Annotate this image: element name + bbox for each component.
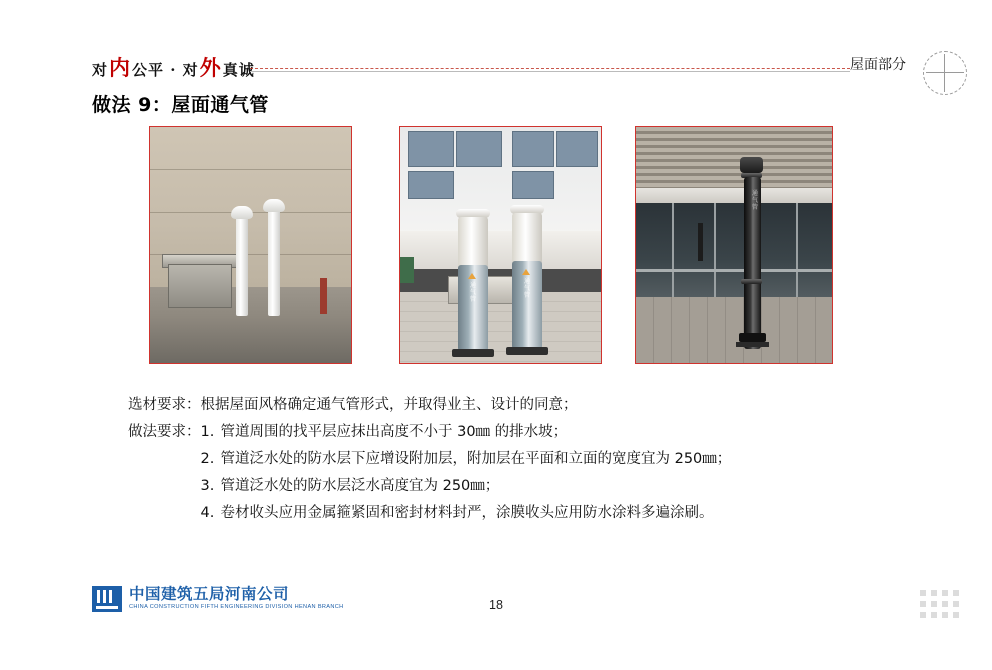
header-divider-dashed bbox=[250, 68, 850, 69]
page-title: 做法 9：屋面通气管 bbox=[92, 94, 269, 116]
decorative-squares bbox=[920, 590, 970, 618]
page-number: 18 bbox=[489, 598, 503, 612]
photo-vent-pipe-black-terrace: 通 气 管 bbox=[635, 126, 833, 364]
photo-gallery bbox=[149, 126, 849, 364]
requirements-block bbox=[128, 392, 908, 527]
list-item bbox=[201, 446, 732, 473]
slogan-part-3: 公平 · 对 bbox=[132, 61, 199, 79]
slogan-part-4: 外 bbox=[199, 55, 222, 80]
slogan-part-1: 对 bbox=[92, 61, 109, 79]
slide-header bbox=[0, 46, 992, 90]
list-item bbox=[201, 500, 732, 527]
list-item bbox=[201, 419, 732, 446]
company-name-en: CHINA CONSTRUCTION FIFTH ENGINEERING DIVISION HENAN BRANCH bbox=[129, 604, 344, 610]
list-item-number: 1. bbox=[200, 424, 215, 440]
list-item-text: 管道泛水处的防水层泛水高度宜为 250㎜； bbox=[220, 478, 500, 494]
material-requirement-row bbox=[128, 392, 908, 419]
company-slogan bbox=[92, 52, 255, 82]
list-item-text: 卷材收头应用金属箍紧固和密封材料封严，涂膜收头应用防水涂料多遍涂刷。 bbox=[220, 505, 714, 521]
slogan-part-5: 真诚 bbox=[222, 61, 255, 79]
method-requirement-row bbox=[128, 419, 908, 527]
material-requirement-text: 根据屋面风格确定通气管形式，并取得业主、设计的同意； bbox=[200, 397, 578, 413]
slogan-part-2: 内 bbox=[109, 55, 132, 80]
header-divider-solid bbox=[250, 71, 850, 72]
company-name-cn: 中国建筑五局河南公司 bbox=[129, 585, 290, 603]
crosshair-icon bbox=[923, 51, 967, 95]
list-item-number: 3. bbox=[200, 478, 215, 494]
photo-vent-pipes-gray-labeled: 通 气 管 通 气 管 bbox=[399, 126, 602, 364]
list-item-text: 管道周围的找平层应抹出高度不小于 30㎜ 的排水坡； bbox=[220, 424, 568, 440]
photo-vent-pipes-white-on-roof bbox=[149, 126, 352, 364]
section-title: 屋面部分 bbox=[850, 57, 906, 73]
method-requirement-list bbox=[201, 419, 732, 527]
list-item bbox=[201, 473, 732, 500]
method-requirement-label: 做法要求： bbox=[128, 424, 201, 440]
list-item-number: 4. bbox=[200, 505, 215, 521]
list-item-text: 管道泛水处的防水层下应增设附加层，附加层在平面和立面的宽度宜为 250㎜； bbox=[220, 451, 732, 467]
material-requirement-label: 选材要求： bbox=[128, 397, 201, 413]
list-item-number: 2. bbox=[200, 451, 215, 467]
